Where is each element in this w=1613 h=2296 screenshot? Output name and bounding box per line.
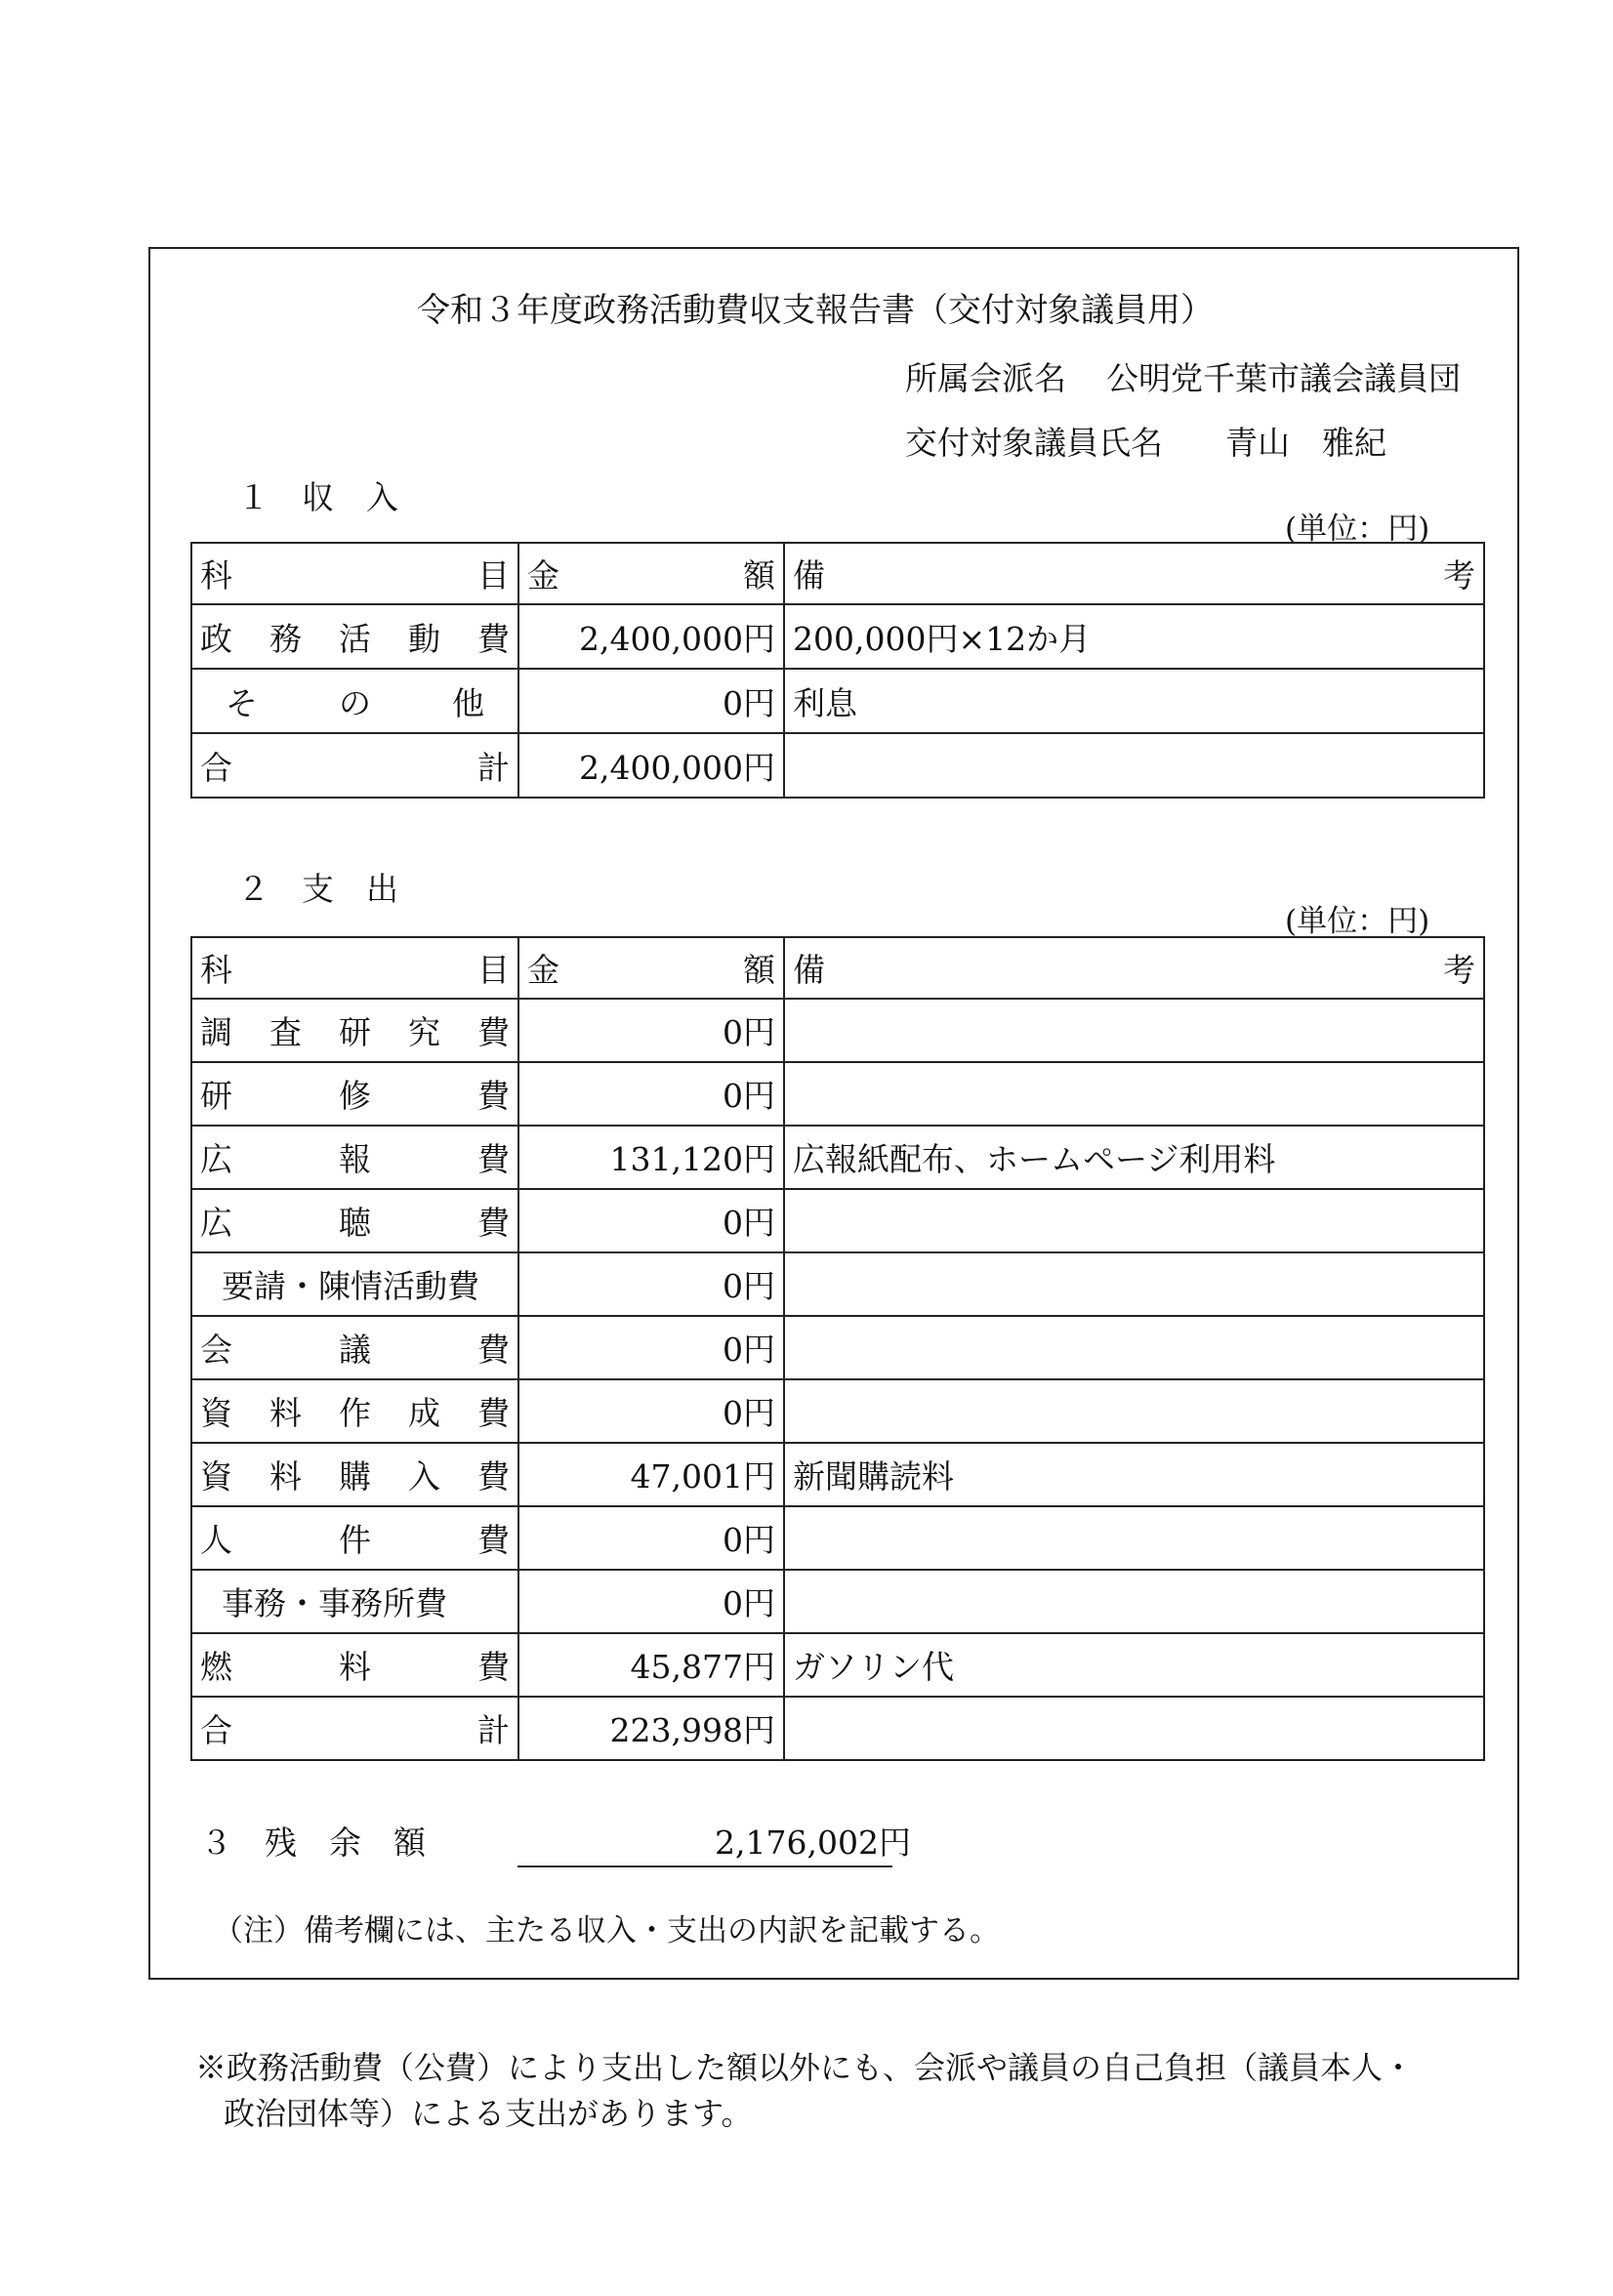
income-header-row — [191, 543, 1484, 604]
report-note: （注）備考欄には、主たる収入・支出の内訳を記載する。 — [213, 1913, 1000, 1948]
faction-name: 公明党千葉市議会議員団 — [1106, 359, 1461, 397]
expenditure-amount: 0円 — [518, 999, 784, 1062]
table-row — [191, 1570, 1484, 1633]
expenditure-note — [784, 1316, 1484, 1379]
expenditure-amount: 0円 — [518, 1062, 784, 1126]
income-header-item: 科目 — [191, 543, 518, 604]
income-table — [190, 542, 1485, 799]
expenditure-total-label: 合計 — [191, 1697, 518, 1760]
expenditure-amount: 0円 — [518, 1570, 784, 1633]
table-row — [191, 1062, 1484, 1126]
income-item: 政務活動費 — [191, 604, 518, 669]
income-note — [784, 733, 1484, 798]
balance-underline — [517, 1866, 892, 1867]
expenditure-item: 資料作成費 — [191, 1379, 518, 1443]
expenditure-note — [784, 1252, 1484, 1316]
expenditure-item: 研修費 — [191, 1062, 518, 1126]
income-total-amount: 2,400,000円 — [518, 733, 784, 798]
expenditure-header-note: 備考 — [784, 937, 1484, 999]
expenditure-item: 燃料費 — [191, 1633, 518, 1697]
table-row — [191, 1506, 1484, 1570]
expenditure-amount: 0円 — [518, 1506, 784, 1570]
footer-line-1: ※政務活動費（公費）により支出した額以外にも、会派や議員の自己負担（議員本人・ — [195, 2049, 1415, 2086]
income-total-label: 合計 — [191, 733, 518, 798]
table-row — [191, 999, 1484, 1062]
expenditure-header-row — [191, 937, 1484, 999]
footer-line-2: 政治団体等）による支出があります。 — [224, 2095, 753, 2132]
expenditure-item: 広聴費 — [191, 1189, 518, 1252]
expenditure-note — [784, 1697, 1484, 1760]
income-header-amount: 金額 — [518, 543, 784, 604]
expenditure-item: 広報費 — [191, 1126, 518, 1189]
table-row — [191, 1189, 1484, 1252]
balance-label: ３ 残 余 額 — [200, 1824, 426, 1862]
expenditure-heading: ２ 支 出 — [237, 870, 398, 908]
expenditure-note: 広報紙配布、ホームページ利用料 — [784, 1126, 1484, 1189]
table-row — [191, 1379, 1484, 1443]
expenditure-item: 人件費 — [191, 1506, 518, 1570]
expenditure-amount: 0円 — [518, 1189, 784, 1252]
expenditure-note — [784, 1062, 1484, 1126]
expenditure-note: ガソリン代 — [784, 1633, 1484, 1697]
expenditure-note — [784, 1379, 1484, 1443]
expenditure-item: 調査研究費 — [191, 999, 518, 1062]
expenditure-unit: (単位：円) — [1285, 904, 1430, 939]
income-unit: (単位：円) — [1285, 512, 1430, 547]
table-row — [191, 1443, 1484, 1506]
table-row — [191, 669, 1484, 733]
expenditure-note: 新聞購読料 — [784, 1443, 1484, 1506]
expenditure-table — [190, 936, 1485, 1761]
expenditure-note — [784, 999, 1484, 1062]
table-row — [191, 1633, 1484, 1697]
expenditure-amount: 131,120円 — [518, 1126, 784, 1189]
expenditure-note — [784, 1570, 1484, 1633]
table-row — [191, 604, 1484, 669]
income-note: 利息 — [784, 669, 1484, 733]
income-item: その他 — [191, 669, 518, 733]
faction-label: 所属会派名 — [905, 359, 1066, 397]
expenditure-note — [784, 1506, 1484, 1570]
table-row — [191, 1316, 1484, 1379]
income-amount: 2,400,000円 — [518, 604, 784, 669]
expenditure-item: 資料購入費 — [191, 1443, 518, 1506]
income-note: 200,000円×12か月 — [784, 604, 1484, 669]
table-row — [191, 1697, 1484, 1760]
table-row — [191, 1252, 1484, 1316]
expenditure-amount: 47,001円 — [518, 1443, 784, 1506]
expenditure-amount: 0円 — [518, 1316, 784, 1379]
member-name: 青山 雅紀 — [1225, 424, 1386, 462]
table-row — [191, 733, 1484, 798]
expenditure-item: 会議費 — [191, 1316, 518, 1379]
expenditure-item: 要請・陳情活動費 — [191, 1252, 518, 1316]
balance-amount: 2,176,002円 — [715, 1824, 911, 1862]
member-label: 交付対象議員氏名 — [905, 424, 1163, 462]
expenditure-amount: 45,877円 — [518, 1633, 784, 1697]
income-heading: １ 収 入 — [237, 478, 398, 516]
expenditure-note — [784, 1189, 1484, 1252]
income-amount: 0円 — [518, 669, 784, 733]
report-title: 令和３年度政務活動費収支報告書（交付対象議員用） — [417, 291, 1214, 330]
table-row — [191, 1126, 1484, 1189]
expenditure-item: 事務・事務所費 — [191, 1570, 518, 1633]
expenditure-header-item: 科目 — [191, 937, 518, 999]
expenditure-amount: 0円 — [518, 1252, 784, 1316]
expenditure-header-amount: 金額 — [518, 937, 784, 999]
income-header-note: 備考 — [784, 543, 1484, 604]
expenditure-amount: 0円 — [518, 1379, 784, 1443]
expenditure-total-amount: 223,998円 — [518, 1697, 784, 1760]
